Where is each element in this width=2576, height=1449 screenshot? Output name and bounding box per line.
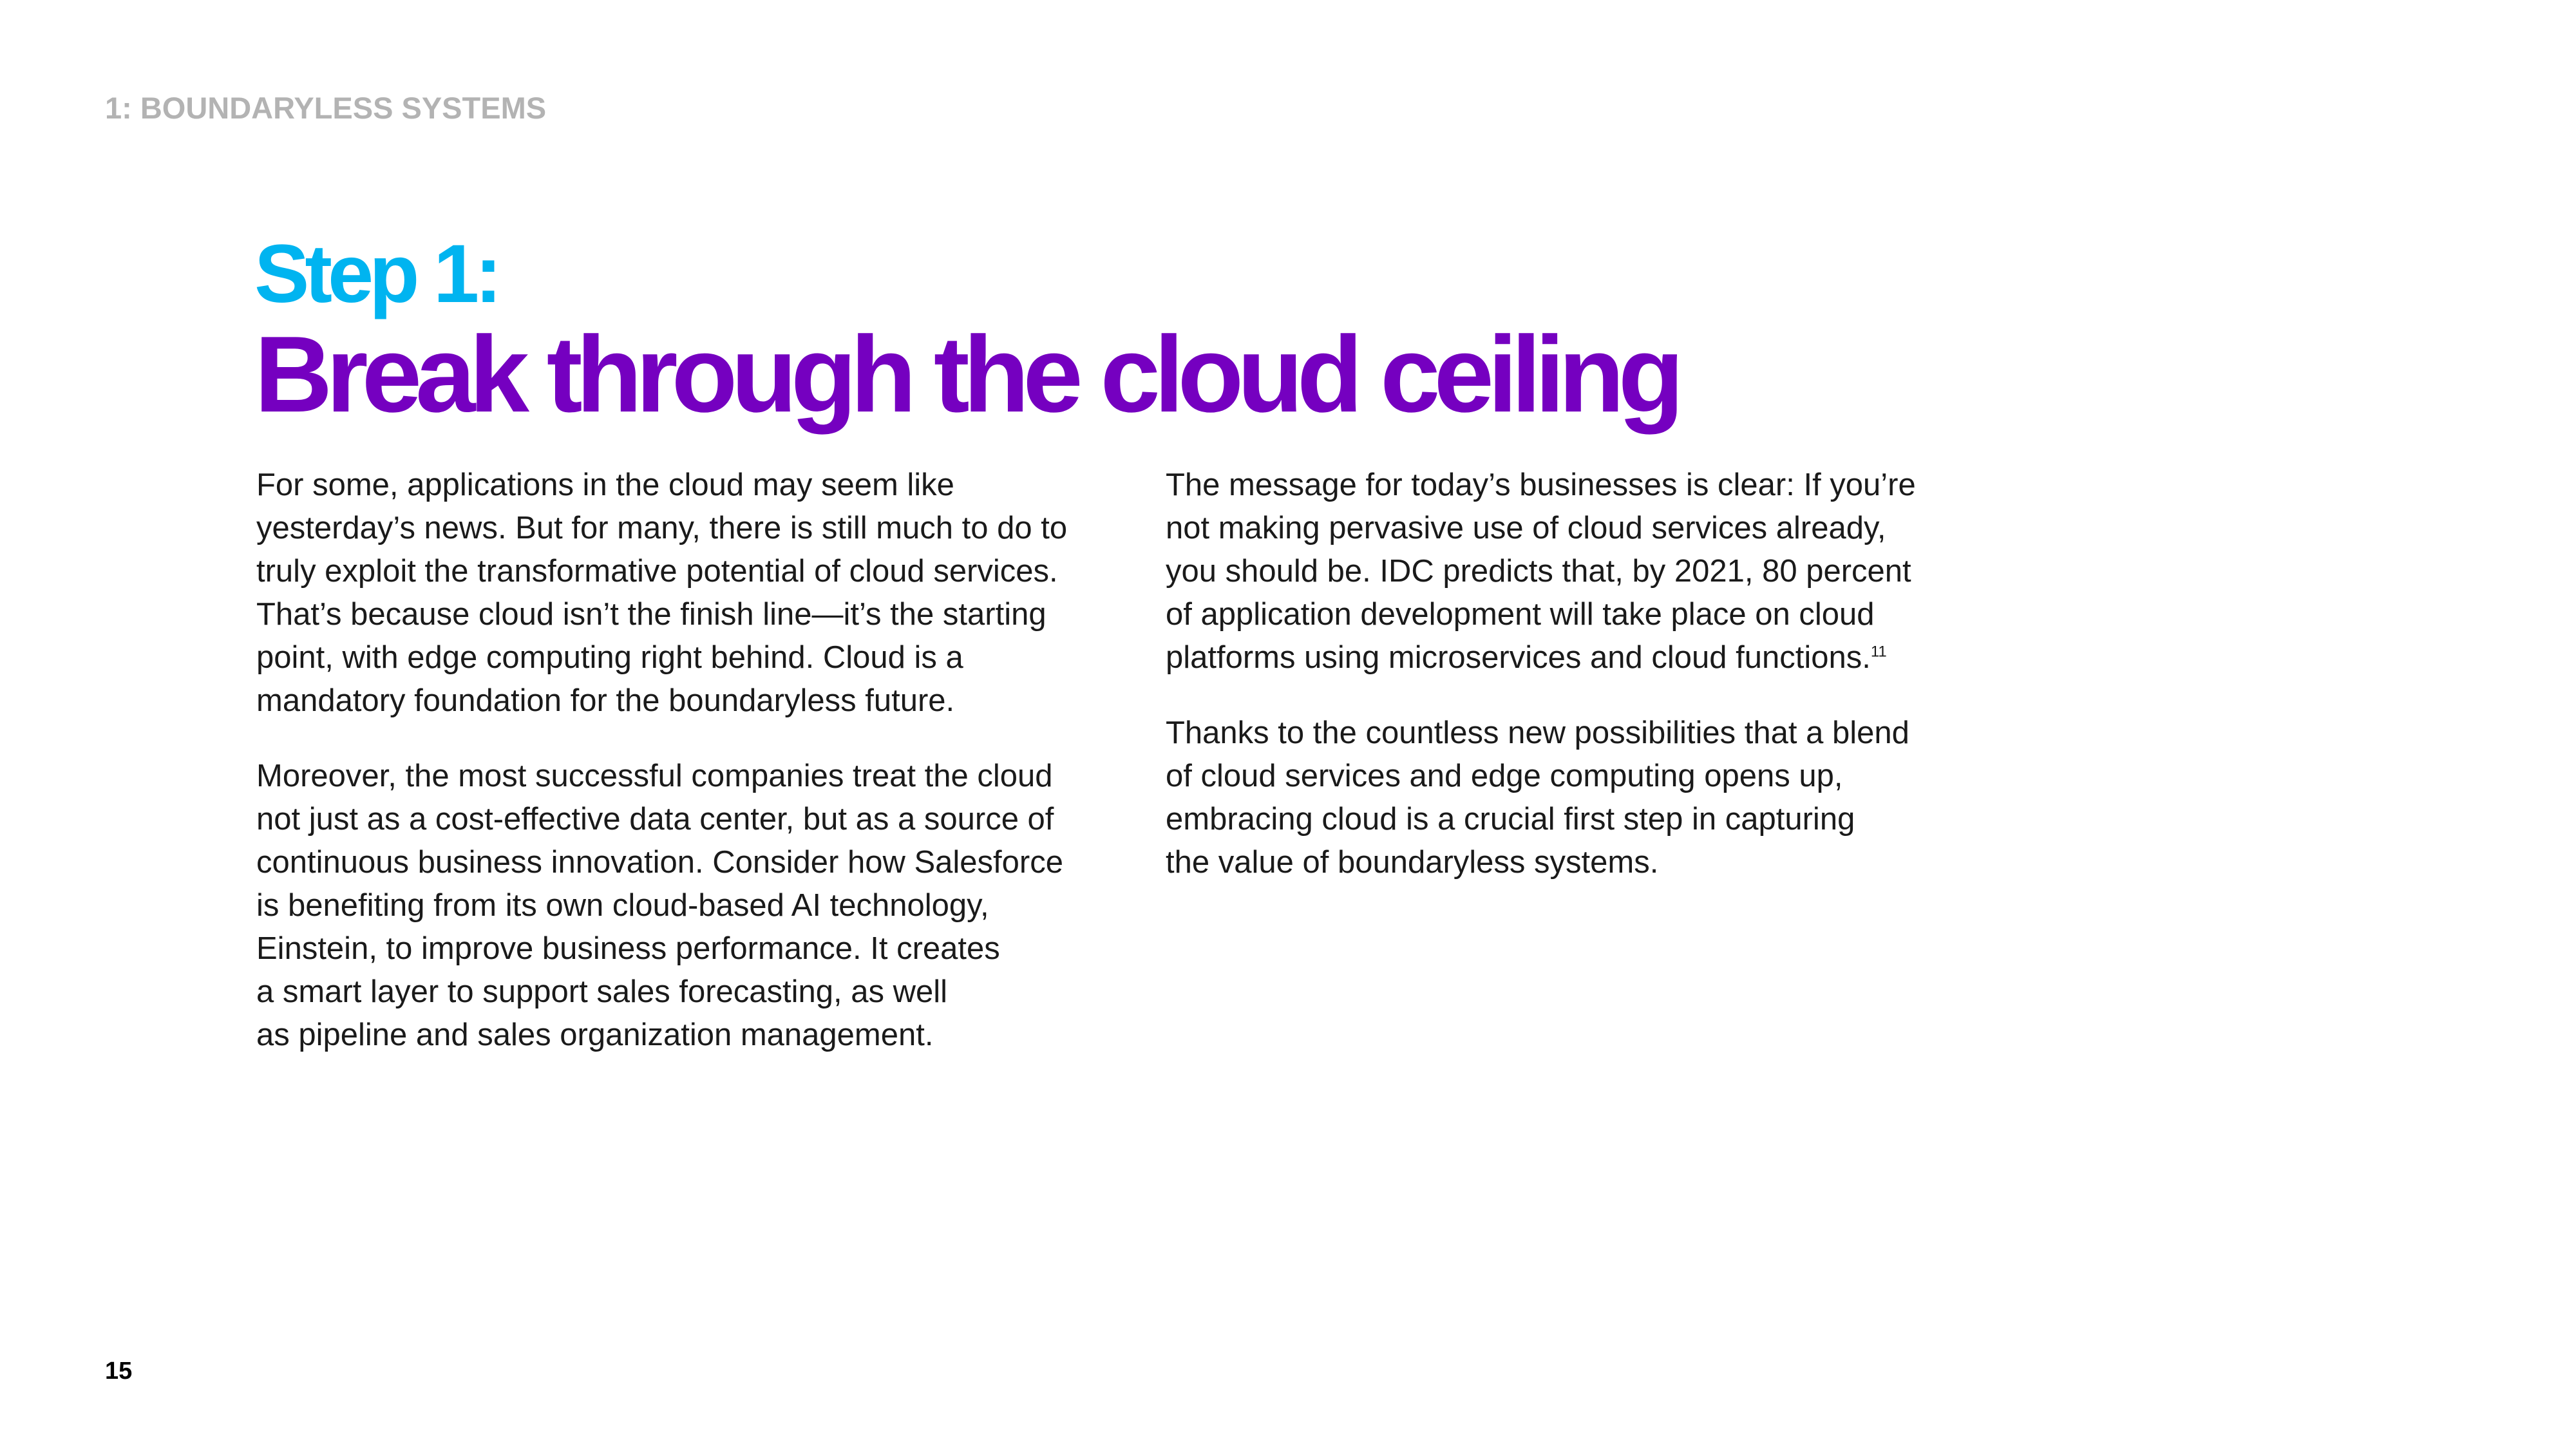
text-line-content: platforms using microservices and cloud functions. xyxy=(1166,640,1871,675)
page-title: Break through the cloud ceiling xyxy=(254,314,1678,435)
text-line: continuous business innovation. Consider how Salesforce xyxy=(256,845,1063,880)
text-line: Einstein, to improve business performance. It creates xyxy=(256,931,1000,966)
text-line: a smart layer to support sales forecasting, as well xyxy=(256,974,948,1009)
text-line: not making pervasive use of cloud services already, xyxy=(1166,511,1886,545)
text-line: embracing cloud is a crucial first step in capturing xyxy=(1166,802,1855,837)
paragraph xyxy=(1166,712,2003,884)
paragraph xyxy=(1166,464,2003,679)
text-line: you should be. IDC predicts that, by 2021, 80 percent xyxy=(1166,554,1911,589)
text-line: of application development will take place on cloud xyxy=(1166,597,1875,632)
left-column xyxy=(256,464,1132,1089)
page-number: 15 xyxy=(105,1358,133,1385)
text-line: truly exploit the transformative potential of cloud services. xyxy=(256,554,1058,589)
text-line: as pipeline and sales organization management. xyxy=(256,1018,934,1052)
step-label: Step 1: xyxy=(254,228,498,320)
text-line: point, with edge computing right behind. Cloud is a xyxy=(256,640,963,675)
paragraph xyxy=(256,755,1132,1057)
paragraph xyxy=(256,464,1132,723)
text-line: That’s because cloud isn’t the finish line—it’s the starting xyxy=(256,597,1046,632)
text-line: of cloud services and edge computing opens up, xyxy=(1166,759,1843,793)
text-line: yesterday’s news. But for many, there is still much to do to xyxy=(256,511,1068,545)
footnote-reference: 11 xyxy=(1870,643,1887,661)
text-line: the value of boundaryless systems. xyxy=(1166,845,1659,880)
right-column xyxy=(1166,464,2003,916)
text-line: mandatory foundation for the boundaryless future. xyxy=(256,683,955,718)
text-line: For some, applications in the cloud may seem like xyxy=(256,468,954,502)
text-line: Thanks to the countless new possibilities that a blend xyxy=(1166,715,1909,750)
text-line xyxy=(1166,636,2003,679)
page-heading xyxy=(254,228,1678,435)
text-line: The message for today’s businesses is clear: If you’re xyxy=(1166,468,1916,502)
text-line: not just as a cost-effective data center, but as a source of xyxy=(256,802,1054,837)
section-label: 1: BOUNDARYLESS SYSTEMS xyxy=(105,91,547,125)
text-line: Moreover, the most successful companies treat the cloud xyxy=(256,759,1053,793)
text-line: is benefiting from its own cloud-based AI technology, xyxy=(256,888,989,923)
